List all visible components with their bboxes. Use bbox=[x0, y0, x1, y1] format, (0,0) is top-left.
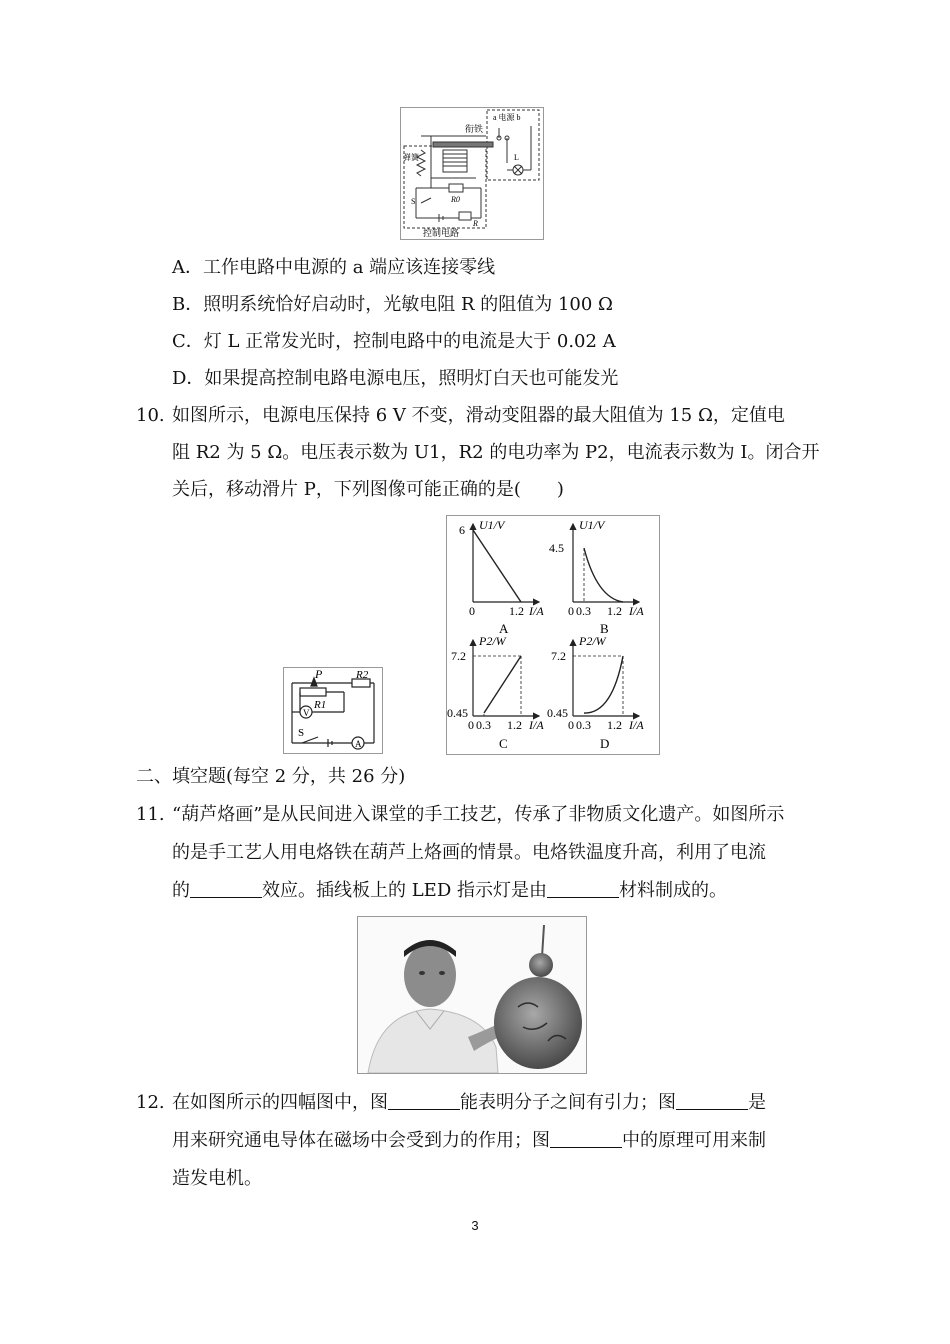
graph-b-xtick-0: 0 bbox=[568, 604, 574, 618]
q11-blank-2[interactable] bbox=[547, 879, 619, 898]
graph-c-ylabel: P2/W bbox=[479, 634, 506, 648]
circuit-label-s: S bbox=[298, 727, 305, 739]
q11-line2: 的是手工艺人用电烙铁在葫芦上烙画的情景。电烙铁温度升高，利用了电流 bbox=[172, 842, 766, 863]
graph-c-label: C bbox=[499, 736, 508, 751]
label-iron: 衔铁 bbox=[465, 124, 484, 134]
graph-a-ytick: 6 bbox=[459, 523, 465, 537]
q11-text-a: 的 bbox=[172, 880, 190, 901]
graph-b-xlabel: I/A bbox=[629, 604, 644, 618]
q12-blank-1[interactable] bbox=[388, 1091, 460, 1110]
label-r: R bbox=[473, 219, 478, 228]
q11-number: 11. bbox=[136, 804, 165, 825]
section-heading: 二、填空题(每空 2 分，共 26 分) bbox=[136, 766, 406, 787]
graph-b-label: B bbox=[600, 621, 609, 636]
graph-c-curve bbox=[484, 656, 521, 713]
q9-option-a: A．工作电路中电源的 a 端应该连接零线 bbox=[172, 257, 496, 278]
q11-text-b: 效应。插线板上的 LED 指示灯是由 bbox=[262, 880, 547, 901]
graph-d-xtick-0: 0 bbox=[568, 718, 574, 732]
graph-b-ylabel: U1/V bbox=[579, 518, 605, 532]
q9-option-c: C．灯 L 正常发光时，控制电路中的电流是大于 0.02 A bbox=[172, 331, 616, 352]
graph-c-ytick-1: 0.45 bbox=[447, 706, 468, 720]
graph-a-label: A bbox=[499, 621, 509, 636]
graph-a-xtick-0: 0 bbox=[469, 604, 475, 618]
label-r0: R0 bbox=[451, 195, 460, 204]
graph-d-label: D bbox=[600, 736, 610, 751]
q10-number: 10. bbox=[136, 405, 165, 426]
q12-line1 bbox=[172, 1091, 766, 1115]
circuit-label-r2: R2 bbox=[356, 669, 369, 681]
graph-c-xtick-2: 1.2 bbox=[507, 718, 522, 732]
q12-line2 bbox=[172, 1129, 766, 1153]
graph-c-xlabel: I/A bbox=[529, 718, 544, 732]
graph-d-ytick-0: 7.2 bbox=[551, 649, 566, 663]
page-number: 3 bbox=[471, 1218, 479, 1233]
circuit-label-v: V bbox=[303, 708, 310, 718]
q11-blank-1[interactable] bbox=[190, 879, 262, 898]
q11-line1: “葫芦烙画”是从民间进入课堂的手工技艺，传承了非物质文化遗产。如图所示 bbox=[172, 804, 785, 825]
graph-d-xtick-1: 0.3 bbox=[576, 718, 591, 732]
q10-line3: 关后，移动滑片 P，下列图像可能正确的是( ) bbox=[172, 479, 564, 500]
graph-a-curve bbox=[473, 530, 521, 602]
q12-blank-2[interactable] bbox=[676, 1091, 748, 1110]
q12-blank-3[interactable] bbox=[550, 1129, 622, 1148]
q12-text-e: 中的原理可用来制 bbox=[622, 1130, 766, 1151]
graph-b-curve bbox=[584, 548, 623, 602]
q10-line2: 阻 R2 为 5 Ω。电压表示数为 U1，R2 的电功率为 P2，电流表示数为 I。闭合开 bbox=[172, 442, 820, 463]
q12-text-b: 能表明分子之间有引力；图 bbox=[460, 1092, 676, 1113]
q10-graphs-figure bbox=[446, 515, 660, 755]
label-spring: 弹簧 bbox=[403, 153, 419, 162]
graph-b-xtick-2: 1.2 bbox=[607, 604, 622, 618]
circuit-label-r1: R1 bbox=[314, 699, 327, 711]
q12-line3: 造发电机。 bbox=[172, 1168, 262, 1189]
label-switch: S bbox=[411, 197, 416, 206]
graph-c-ytick-0: 7.2 bbox=[451, 649, 466, 663]
gourd-painting-photo bbox=[357, 916, 587, 1074]
q11-line3 bbox=[172, 879, 727, 903]
graph-c-xtick-0: 0 bbox=[468, 718, 474, 732]
graph-a-xtick-1: 1.2 bbox=[509, 604, 524, 618]
q10-circuit-figure bbox=[283, 667, 383, 754]
graph-a-xlabel: I/A bbox=[529, 604, 544, 618]
q9-option-d: D．如果提高控制电路电源电压，照明灯白天也可能发光 bbox=[172, 368, 619, 389]
graph-c-xtick-1: 0.3 bbox=[476, 718, 491, 732]
label-lamp: L bbox=[514, 153, 519, 162]
q12-number: 12. bbox=[136, 1092, 165, 1113]
graph-d-curve bbox=[584, 656, 623, 713]
graph-a-ylabel: U1/V bbox=[479, 518, 505, 532]
q11-text-c: 材料制成的。 bbox=[618, 880, 727, 901]
circuit-label-a: A bbox=[355, 739, 362, 749]
q9-option-b: B．照明系统恰好启动时，光敏电阻 R 的阻值为 100 Ω bbox=[172, 294, 613, 315]
relay-circuit-figure bbox=[400, 107, 544, 240]
label-power: a 电源 b bbox=[493, 113, 521, 122]
graph-b-ytick: 4.5 bbox=[549, 541, 564, 555]
graph-d-ylabel: P2/W bbox=[579, 634, 606, 648]
q12-text-d: 用来研究通电导体在磁场中会受到力的作用；图 bbox=[172, 1130, 550, 1151]
graph-d-ytick-1: 0.45 bbox=[547, 706, 568, 720]
q10-line1: 如图所示，电源电压保持 6 V 不变，滑动变阻器的最大阻值为 15 Ω，定值电 bbox=[172, 405, 785, 426]
q12-text-a: 在如图所示的四幅图中，图 bbox=[172, 1092, 388, 1113]
circuit-label-p: P bbox=[315, 668, 323, 681]
graph-d-xlabel: I/A bbox=[629, 718, 644, 732]
label-control: 控制电路 bbox=[423, 228, 460, 238]
graph-d-xtick-2: 1.2 bbox=[607, 718, 622, 732]
q12-text-c: 是 bbox=[748, 1092, 766, 1113]
graph-b-xtick-1: 0.3 bbox=[576, 604, 591, 618]
